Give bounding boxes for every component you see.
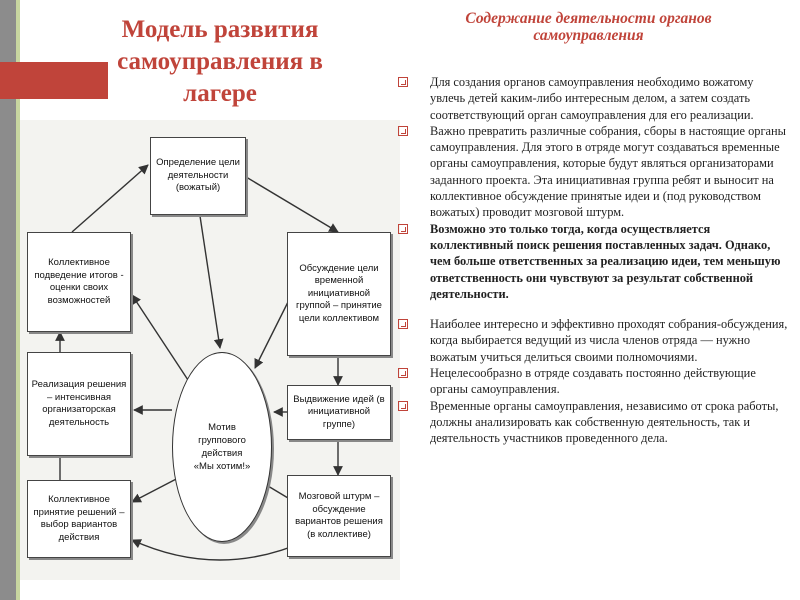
center-motive-ellipse: Мотив группового действия «Мы хотим!» (172, 352, 272, 542)
slide-title: Модель развития самоуправления в лагере (117, 16, 323, 107)
box-brainstorm: Мозговой штурм – обсуждение вариантов решения (в коллективе) (287, 475, 391, 557)
arrow-top-to-center (200, 216, 220, 348)
list-item: Наиболее интересно и эффективно проходят собрания-обсуждения, когда выбирается ведущий из числа членов отряда — нужно вожатым учиться делиться своими полномочиями. (398, 316, 790, 365)
arrow-right1-to-center (255, 298, 290, 368)
arrow-right3-to-left3 (132, 540, 308, 560)
checkbox-bullet-icon (398, 368, 408, 378)
list-item: Нецелесообразно в отряде создавать постоянно действующие органы самоуправления. (398, 365, 790, 398)
list-item: Временные органы самоуправления, независимо от срока работы, должны анализировать как собственную деятельность, так и деятельность участников проведенного дела. (398, 398, 790, 447)
box-collective-summary: Коллективное подведение итогов - оценки своих возможностей (27, 232, 131, 332)
list-item: Возможно это только тогда, когда осуществляется коллективный поиск решения поставленных задач. Однако, чем больше ответственных за реализацию идеи, тем меньшую ответственность они чувствуют за результат собственной деятельности. (398, 221, 790, 302)
checkbox-bullet-icon (398, 224, 408, 234)
checkbox-bullet-icon (398, 77, 408, 87)
box-collective-decision: Коллективное принятие решений – выбор вариантов действия (27, 480, 131, 558)
checkbox-bullet-icon (398, 401, 408, 411)
box-goal-discussion: Обсуждение цели временной инициативной группой – принятие цели коллективом (287, 232, 391, 356)
box-goal-definition: Определение цели деятельности (вожатый) (150, 137, 246, 215)
section-title: Содержание деятельности органов самоуправления (465, 10, 712, 44)
arrow-center-to-left1 (132, 295, 188, 380)
arrow-left1-to-top (72, 165, 148, 232)
box-decision-implementation: Реализация решения – интенсивная организаторская деятельность (27, 352, 131, 456)
content-list (398, 74, 790, 447)
list-item: Для создания органов самоуправления необходимо вожатому увлечь детей каким-либо интересным делом, а затем создать соответствующий орган самоуправления для его реализации. (398, 74, 790, 123)
list-item: Важно превратить различные собрания, сборы в настоящие органы самоуправления. Для этого в отряде могут создаваться временные органы самоуправления, которые будут являться организаторами заданного проекта. Эта инициативная группа ребят и выносит на коллективное обсуждение принятые идеи и (под руководством вожатых) проводит мозговой штурм. (398, 123, 790, 221)
box-idea-generation: Выдвижение идей (в инициативной группе) (287, 385, 391, 440)
checkbox-bullet-icon (398, 319, 408, 329)
checkbox-bullet-icon (398, 126, 408, 136)
